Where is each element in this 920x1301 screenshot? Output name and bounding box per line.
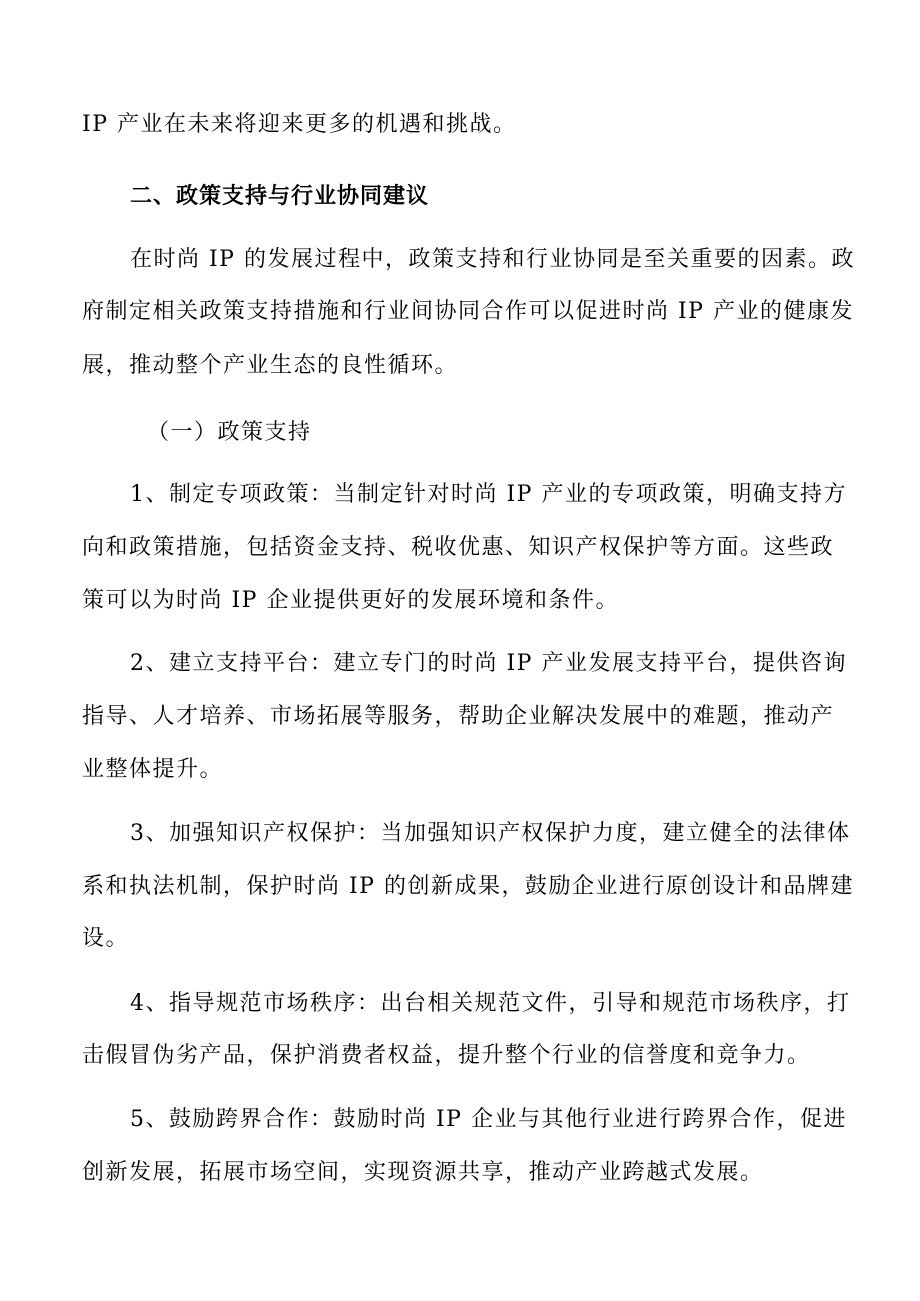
section-heading: 二、政策支持与行业协同建议 (130, 184, 430, 209)
body-text-line: 系和执法机制，保护时尚 IP 的创新成果，鼓励企业进行原创设计和品牌建 (82, 874, 854, 899)
body-text-line: 设。 (82, 926, 130, 951)
body-text-line: 创新发展，拓展市场空间，实现资源共享，推动产业跨越式发展。 (82, 1160, 764, 1185)
body-text-line: 4、指导规范市场秩序：出台相关规范文件，引导和规范市场秩序，打 (130, 991, 851, 1016)
subsection-heading: （一）政策支持 (147, 420, 312, 445)
body-text-line: 击假冒伪劣产品，保护消费者权益，提升整个行业的信誉度和竞争力。 (82, 1043, 811, 1068)
body-text-line: 向和政策措施，包括资金支持、税收优惠、知识产权保护等方面。这些政 (82, 535, 835, 560)
body-text-line: 3、加强知识产权保护：当加强知识产权保护力度，建立健全的法律体 (130, 821, 851, 846)
body-text-line: 展，推动整个产业生态的良性循环。 (82, 353, 459, 378)
body-text-line: 指导、人才培养、市场拓展等服务，帮助企业解决发展中的难题，推动产 (82, 704, 835, 729)
body-text-line: IP 产业在未来将迎来更多的机遇和挑战。 (82, 112, 517, 137)
body-text-line: 1、制定专项政策：当制定针对时尚 IP 产业的专项政策，明确支持方 (130, 482, 847, 507)
body-text-line: 业整体提升。 (82, 757, 224, 782)
body-text-line: 府制定相关政策支持措施和行业间协同合作可以促进时尚 IP 产业的健康发 (82, 299, 854, 324)
body-text-line: 策可以为时尚 IP 企业提供更好的发展环境和条件。 (82, 588, 619, 613)
body-text-line: 在时尚 IP 的发展过程中，政策支持和行业协同是至关重要的因素。政 (130, 247, 855, 272)
body-text-line: 5、鼓励跨界合作：鼓励时尚 IP 企业与其他行业进行跨界合作，促进 (130, 1107, 847, 1132)
body-text-line: 2、建立支持平台：建立专门的时尚 IP 产业发展支持平台，提供咨询 (130, 651, 847, 676)
